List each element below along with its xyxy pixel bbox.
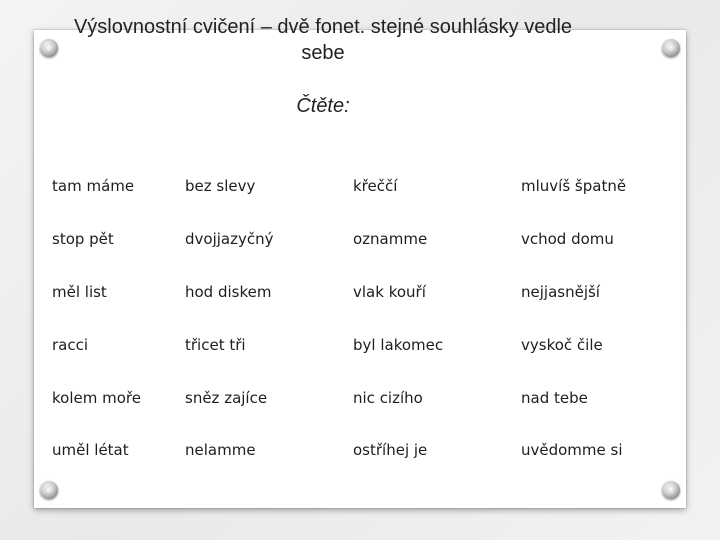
table-cell: byl lakomec [353,335,444,354]
table-cell: nejjasnější [521,282,600,301]
slide-title [0,14,646,66]
table-cell: nic cizího [353,388,423,407]
slide-subtitle: Čtěte: [296,95,350,117]
table-cell: nad tebe [521,388,588,407]
pushpin-icon [662,39,680,57]
word-table [52,160,692,477]
table-cell: uměl létat [52,441,129,460]
table-cell: vlak kouří [353,282,426,301]
slide-title-line2: sebe [301,42,345,64]
table-cell: měl list [52,282,107,301]
table-cell: kolem moře [52,388,141,407]
table-cell: tam máme [52,177,135,196]
table-cell: stop pět [52,230,114,249]
table-cell: oznamme [353,230,428,249]
table-cell: sněz zajíce [185,388,268,407]
pushpin-icon [40,481,58,499]
pushpin-icon [662,481,680,499]
table-cell: mluvíš špatně [521,177,627,196]
slide-title-line1: Výslovnostní cvičení – dvě fonet. stejné souhlásky vedle [73,16,573,38]
table-cell: uvědomme si [521,441,623,460]
table-cell: třicet tři [185,335,246,354]
table-cell: hod diskem [185,282,272,301]
table-cell: bez slevy [185,177,256,196]
table-cell: ostříhej je [353,441,428,460]
table-cell: racci [52,335,89,354]
table-cell: nelamme [185,441,256,460]
table-cell: vyskoč čile [521,335,603,354]
table-cell: dvojjazyčný [185,230,274,249]
table-cell: vchod domu [521,230,614,249]
table-cell: křeččí [353,177,398,196]
